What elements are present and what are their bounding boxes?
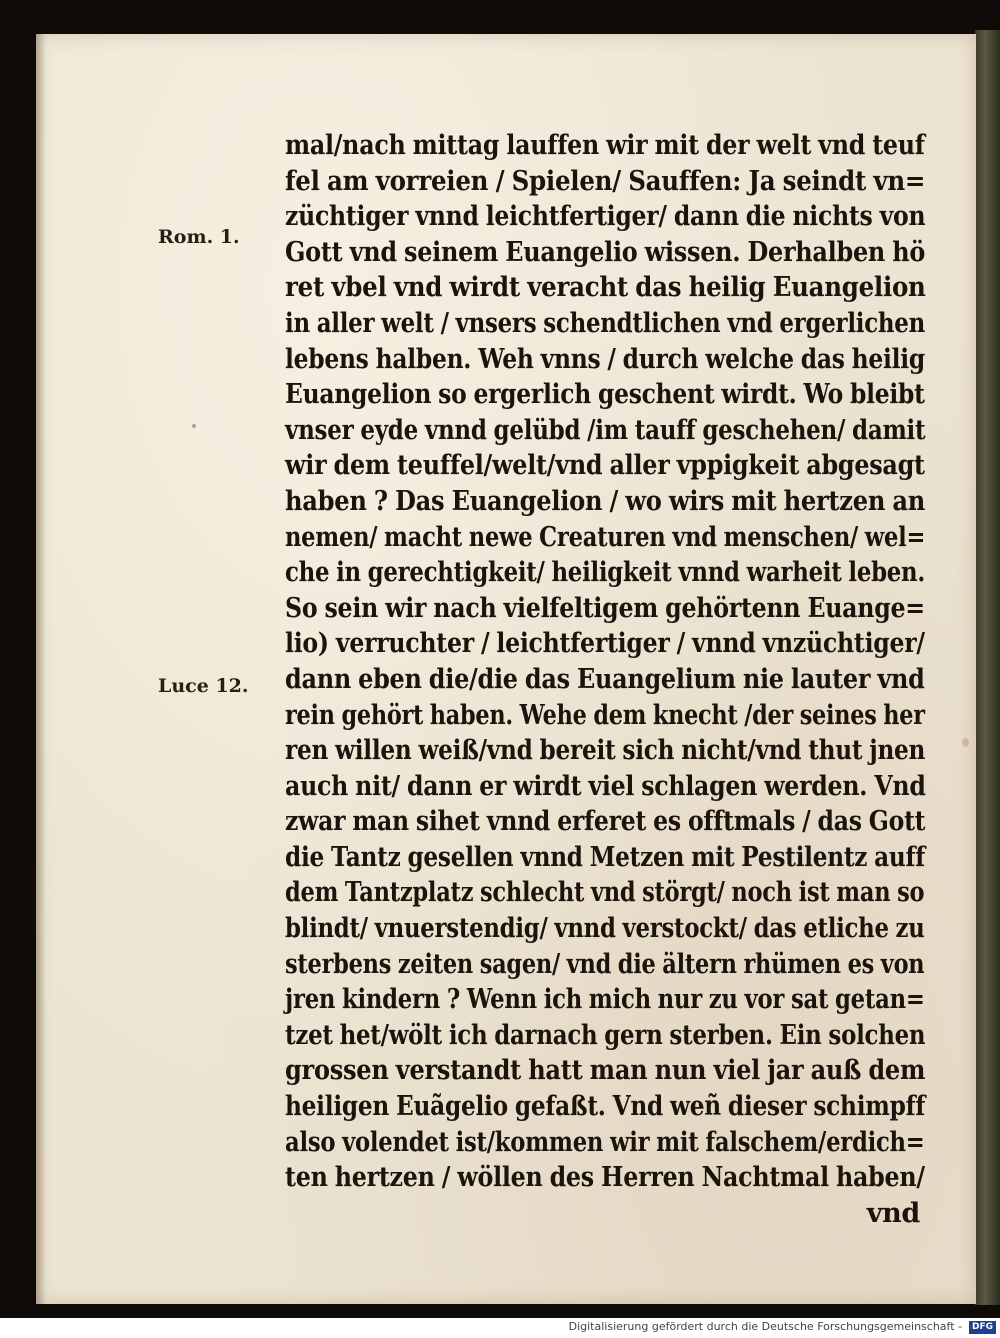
text-line: ren willen weiß/vnd bereit sich nicht/vnd thut jnen [285, 735, 926, 767]
text-line: lio) verruchter / leichtfertiger / vnnd vnzüchtiger/ [285, 628, 925, 660]
text-line: ten hertzen / wöllen des Herren Nachtmal haben/ [285, 1162, 925, 1194]
dfg-logo[interactable]: DFG [969, 1321, 996, 1334]
text-line: ret vbel vnd wirdt veracht das heilig Euangelion [285, 272, 926, 304]
page-gutter-shadow [36, 34, 46, 1304]
text-line: So sein wir nach vielfeltigem gehörtenn Euange= [285, 592, 925, 624]
text-line: tzet het/wölt ich darnach gern sterben. Ein solchen [285, 1019, 926, 1051]
foxing-spot [962, 738, 969, 747]
funding-credit: Digitalisierung gefördert durch die Deutsche Forschungsgemeinschaft - [568, 1320, 962, 1333]
text-line: jren kindern ? Wenn ich mich nur zu vor sat getan= [285, 984, 925, 1016]
digitization-footer [0, 1318, 1000, 1338]
text-line: nemen/ macht newe Creaturen vnd menschen/ wel= [285, 521, 926, 553]
text-line: züchtiger vnnd leichtfertiger/ dann die nichts von [285, 201, 926, 233]
text-line: Euangelion so ergerlich geschent wirdt. Wo bleibt [285, 379, 925, 411]
text-line: also volendet ist/kommen wir mit falschem/erdich= [285, 1126, 925, 1158]
text-line: blindt/ vnuerstendig/ vnnd verstockt/ das etliche zu [285, 913, 925, 945]
marginal-note-luce: Luce 12. [158, 675, 249, 697]
book-board-edge [975, 30, 1000, 1305]
text-line: rein gehört haben. Wehe dem knecht /der seines her [285, 699, 925, 731]
text-line: sterbens zeiten sagen/ vnd die ältern rhümen es von [285, 948, 925, 980]
text-line: lebens halben. Weh vnns / durch welche das heilig [285, 343, 925, 375]
ink-speck [192, 424, 196, 428]
catchword: vnd [866, 1197, 920, 1229]
text-line: che in gerechtigkeit/ heiligkeit vnnd warheit leben. [285, 557, 926, 589]
text-line: in aller welt / vnsers schendtlichen vnd ergerlichen [285, 307, 926, 339]
text-line: auch nit/ dann er wirdt viel schlagen werden. Vnd [285, 770, 926, 802]
text-line: wir dem teuffel/welt/vnd aller vppigkeit abgesagt [285, 450, 925, 482]
text-line: dem Tantzplatz schlecht vnd störgt/ noch ist man so [285, 877, 925, 909]
text-line: zwar man sihet vnnd erferet es offtmals / das Gott [285, 806, 926, 838]
text-line: heiligen Euãgelio gefaßt. Vnd weñ dieser schimpff [285, 1091, 926, 1123]
marginal-note-rom: Rom. 1. [158, 226, 240, 248]
text-line: fel am vorreien / Spielen/ Sauffen: Ja seindt vn= [285, 165, 926, 197]
text-line: grossen verstandt hatt man nun viel jar auß dem [285, 1055, 926, 1087]
text-line: dann eben die/die das Euangelium nie lauter vnd [285, 663, 925, 695]
text-line: haben ? Das Euangelion / wo wirs mit hertzen an [285, 485, 926, 517]
text-line: vnser eyde vnnd gelübd /im tauff geschehen/ damit [285, 414, 926, 446]
text-line: die Tantz gesellen vnnd Metzen mit Pestilentz auff [285, 841, 925, 873]
body-text [285, 128, 930, 1231]
text-line: mal/nach mittag lauffen wir mit der welt vnd teuf [285, 130, 925, 161]
text-line: Gott vnd seinem Euangelio wissen. Derhalben hö [285, 236, 926, 268]
